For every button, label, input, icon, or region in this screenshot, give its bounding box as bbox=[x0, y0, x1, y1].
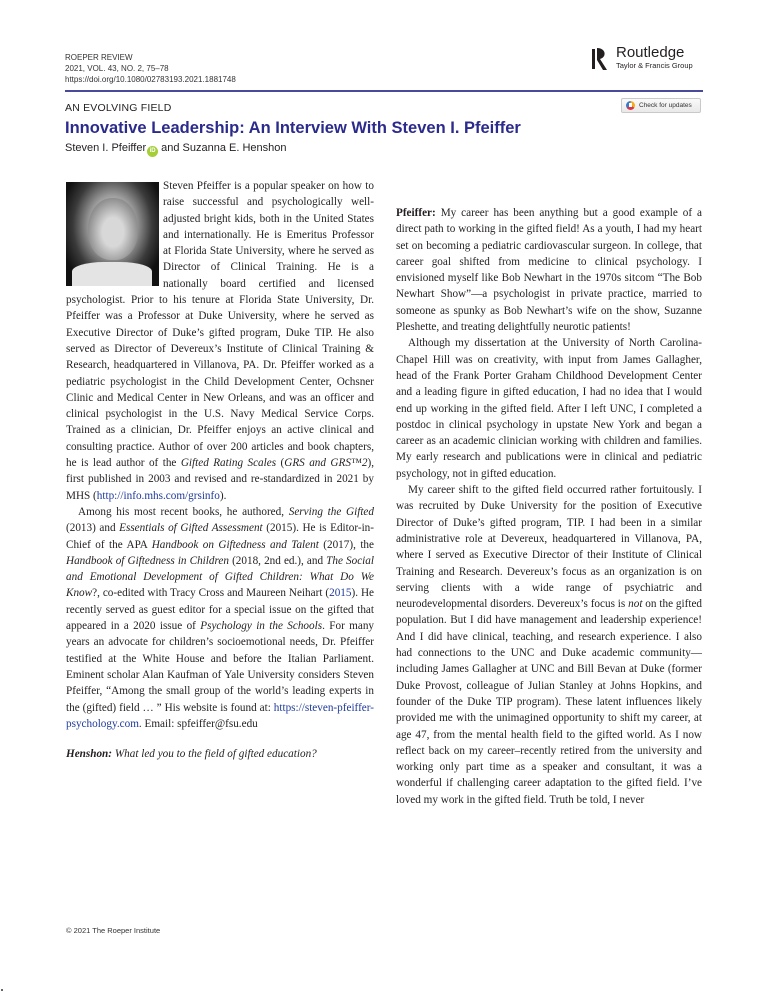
answer-paragraph-3: My career shift to the gifted field occurred rather fortuitously. I was recruited by Duke University for the position of Executive Director of Duke’s gifted program, TIP. I had been in a similar administrative role at Devereux, headquartered in Villanova, PA, where I served as Executive Director of their Institute of Clinical Training and Research. Devereux’s focus as an organization is on serving clients with a wide range of psychiatric and neurodevelopmental disorders. Devereux’s focus is not on the gifted population. But I did have management and leadership experience! And I did have clinical, teaching, and research experience. I also had connections to the UNC and Duke academic community—including James Gallagher at UNC and Bill Bevan at Duke (former Duke Provost, colleague of Julian Stanley at Johns Hopkins, and founder of the Duke TIP program). These latent influences likely provided me with the unimagined opportunity to shift my career, at age 47, from the mental health field to the gifted world. As I now reflect back on my career–recently retired from the university and working only part time as a speaker and consultant, it was a wonderful if challenging career adaptation to the gifted field. I’ve loved my work in the gifted field. Truth be told, I never bbox=[396, 484, 703, 806]
copyright: © 2021 The Roeper Institute bbox=[66, 926, 161, 935]
bio-paragraph-2: Among his most recent books, he authored, Serving the Gifted (2013) and Essentials of Gifted Assessment (2015). He is Editor-in-Chief of the APA Handbook on Giftedness and Talent (2017), the Handbook of Giftedness in Children (2018, 2nd ed.), and The Social and Emotional Development of Gifted Children: What Do We Know?, co-edited with Tracy Cross and Maureen Neihart (2015). He recently served as guest editor for a special issue on the gifted that appeared in a 2020 issue of Psychology in the Schools. For many years an advocate for children’s socioemotional needs, Dr. Pfeiffer testified at the White House and before the Italian Parliament. Eminent scholar Alan Kaufman of Yale University considers Steven Pfeiffer, “Among the small group of the world’s leading experts in the (gifted) field … ” His website is found at: https://steven-pfeiffer-psychology.com. Email: spfeiffer@fsu.edu bbox=[66, 505, 375, 730]
citation: 2021, VOL. 43, NO. 2, 75–78 bbox=[65, 64, 169, 73]
author-1[interactable]: Steven I. Pfeiffer bbox=[65, 142, 147, 154]
crossmark-icon bbox=[626, 101, 635, 110]
answer-paragraph-1: Pfeiffer: My career has been anything but a good example of a direct path to working in the gifted field! As a youth, I had my heart set on becoming a pediatric cardiovascular surgeon. In college, that career goal shifted from medicine to clinical psychology. I envisioned myself like Bob Newhart in the 1970s sitcom “The Bob Newhart Show”—a psychologist in private practice, married to someone as spunky as Bob Newhart’s wife on the show, Suzanne Pleshette, and treating delightfully neurotic patients! bbox=[396, 207, 702, 334]
question-1: Henshon: What led you to the field of gifted education? bbox=[66, 748, 317, 761]
page-mark bbox=[1, 989, 3, 991]
publisher-logo bbox=[592, 46, 704, 72]
check-for-updates-button[interactable] bbox=[621, 98, 701, 113]
author-line bbox=[65, 142, 287, 157]
routledge-r-icon bbox=[592, 46, 608, 72]
article-title: Innovative Leadership: An Interview With Steven I. Pfeiffer bbox=[65, 119, 521, 137]
author-conjunction: and bbox=[161, 142, 180, 154]
section-label: AN EVOLVING FIELD bbox=[65, 102, 172, 114]
orcid-icon[interactable]: iD bbox=[147, 146, 158, 157]
answer-paragraph-2: Although my dissertation at the University of North Carolina-Chapel Hill was on creativity, with input from James Gallagher, head of the Frank Porter Graham Childhood Development Center and a leading figure in gifted education, I had no idea that I would end up working in the gifted field. After I left UNC, I completed a postdoc in clinical psychology in upstate New York and began a career as an academic clinician working with children and families. My early research and publications were in clinical and pediatric psychology, not in gifted education. bbox=[396, 337, 702, 480]
interviewer-label: Henshon: bbox=[66, 748, 113, 761]
grsinfo-link[interactable]: http://info.mhs.com/grsinfo bbox=[96, 489, 220, 502]
doi-link[interactable]: https://doi.org/10.1080/02783193.2021.1881748 bbox=[65, 75, 236, 84]
author-2[interactable]: Suzanna E. Henshon bbox=[182, 142, 287, 154]
interviewee-label: Pfeiffer: bbox=[396, 207, 436, 219]
reference-link-2015[interactable]: 2015 bbox=[329, 587, 352, 600]
bio-paragraph-1: Steven Pfeiffer is a popular speaker on how to raise successful and psychologically well-adjusted bright kids, both in the United States and internationally. He is Emeritus Professor at Florida State University, where he served as Director of Clinical Training. He is a nationally board certified and licensed psychologist. Prior to his tenure at Florida State University, Dr. Pfeiffer was a Professor at Duke University, where he served as Executive Director of Duke’s gifted program, Duke TIP. He also served as Director of Devereux’s Institute of Clinical Training & Research, headquartered in Villanova, PA. Dr. Pfeiffer worked as a pediatric psychologist in the Child Development Center, Ochsner Clinic and Medical Center in New Orleans, and was an officer and clinical psychologist in the U.S. Navy Medical Service Corps. Trained as a clinician, Dr. Pfeiffer enjoys an active clinical and consulting practice. Author of over 200 articles and book chapters, he is lead author of the Gifted Rating Scales (GRS and GRS™2), first published in 2003 and revised and re-standardized in 2021 by MHS (http://info.mhs.com/grsinfo). bbox=[66, 180, 374, 502]
website-link[interactable]: https://steven-pfeiffer-psychology.com bbox=[66, 701, 374, 730]
author-bio bbox=[66, 178, 374, 762]
photo-spacer bbox=[66, 178, 163, 290]
publisher-subtitle: Taylor & Francis Group bbox=[616, 61, 693, 70]
journal-name: ROEPER REVIEW bbox=[65, 53, 133, 62]
answer-1 bbox=[396, 205, 702, 808]
journal-meta bbox=[65, 52, 236, 85]
check-for-updates-label: Check for updates bbox=[639, 102, 692, 109]
publisher-name: Routledge bbox=[616, 44, 685, 61]
header-rule bbox=[65, 90, 703, 92]
